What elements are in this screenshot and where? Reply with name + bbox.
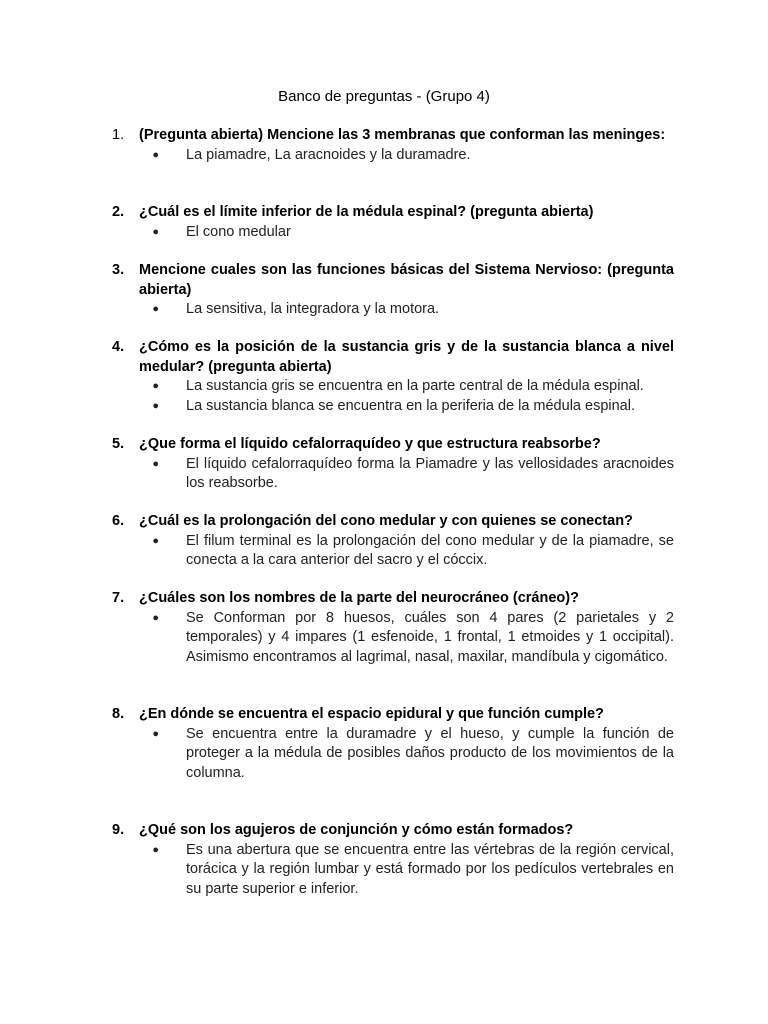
bullet-icon: ● (152, 148, 159, 161)
question-8 (112, 705, 674, 783)
list-item (112, 300, 674, 320)
answer-text: Se encuentra entre la duramadre y el hueso, y cumple la función de proteger a la médula de posibles daños producto de los movimientos de la columna. (186, 725, 674, 781)
question-number: 3. (112, 262, 125, 278)
answer-text: La piamadre, La aracnoides y la duramadre. (186, 146, 471, 163)
answer-text: El filum terminal es la prolongación del cono medular y de la piamadre, se conecta a la cara anterior del sacro y el cóccix. (186, 532, 674, 568)
question-text: ¿Que forma el líquido cefalorraquídeo y que estructura reabsorbe? (139, 436, 601, 452)
answer-text: Se Conforman por 8 huesos, cuáles son 4 pares (2 parietales y 2 temporales) y 4 impares (1 esfenoide, 1 frontal, 1 etmoides y 1 occipital). Asimismo encontramos al lagrimal, nasal, maxilar, mandíbula y cigomático. (186, 609, 674, 665)
answer-text: La sustancia blanca se encuentra en la periferia de la médula espinal. (186, 397, 635, 414)
list-item (112, 377, 674, 397)
answer-text: La sustancia gris se encuentra en la parte central de la médula espinal. (186, 378, 644, 394)
bullet-icon: ● (152, 399, 159, 412)
bullet-icon: ● (152, 457, 159, 470)
page-title: Banco de preguntas - (Grupo 4) (278, 88, 490, 105)
bullet-icon: ● (152, 303, 159, 315)
question-number: 5. (112, 436, 125, 452)
list-item (112, 146, 674, 166)
bullet-icon: ● (152, 534, 159, 547)
answer-text: La sensitiva, la integradora y la motora. (186, 301, 440, 317)
answer-list (112, 841, 674, 900)
answer-list (112, 223, 674, 243)
question-text: ¿Cuáles son los nombres de la parte del neurocráneo (cráneo)? (139, 590, 579, 606)
question-number: 9. (112, 822, 125, 838)
answer-list (112, 377, 674, 416)
answer-list (112, 146, 674, 166)
list-item (112, 841, 674, 900)
question-text: ¿Cómo es la posición de la sustancia gris y de la sustancia blanca a nivel medular? (pregunta abierta) (139, 339, 674, 375)
list-item (112, 532, 674, 571)
question-number: 1. (112, 127, 125, 143)
question-number: 8. (112, 706, 125, 722)
question-4 (112, 338, 674, 416)
question-number: 2. (112, 204, 125, 220)
question-5 (112, 435, 674, 494)
question-2 (112, 203, 674, 242)
bullet-icon: ● (152, 380, 159, 392)
question-9 (112, 821, 674, 899)
answer-list (112, 532, 674, 571)
question-text: ¿Qué son los agujeros de conjunción y cómo están formados? (139, 822, 574, 838)
list-item (112, 223, 674, 243)
answer-text: El cono medular (186, 223, 291, 240)
question-text: ¿Cuál es la prolongación del cono medular y con quienes se conectan? (139, 513, 633, 529)
question-7 (112, 589, 674, 667)
answer-list (112, 609, 674, 668)
question-text: Mencione cuales son las funciones básicas del Sistema Nervioso: (pregunta abierta) (139, 262, 674, 298)
answer-text: El líquido cefalorraquídeo forma la Piamadre y las vellosidades aracnoides los reabsorbe. (186, 455, 674, 491)
list-item (112, 609, 674, 668)
answer-list (112, 300, 674, 320)
bullet-icon: ● (152, 843, 159, 856)
list-item (112, 455, 674, 494)
question-number: 4. (112, 339, 125, 355)
question-number: 6. (112, 513, 125, 529)
answer-list (112, 455, 674, 494)
list-item (112, 397, 674, 417)
answer-list (112, 725, 674, 784)
list-item (112, 725, 674, 784)
bullet-icon: ● (152, 611, 159, 624)
question-3 (112, 261, 674, 320)
question-number: 7. (112, 590, 125, 606)
question-text: ¿Cuál es el límite inferior de la médula espinal? (pregunta abierta) (139, 204, 594, 220)
question-6 (112, 512, 674, 571)
question-text: ¿En dónde se encuentra el espacio epidural y que función cumple? (139, 706, 604, 722)
answer-text: Es una abertura que se encuentra entre las vértebras de la región cervical, torácica y la región lumbar y está formado por los pedículos vertebrales en su parte superior e inferior. (186, 841, 674, 897)
bullet-icon: ● (152, 727, 159, 740)
bullet-icon: ● (152, 225, 159, 238)
question-text: (Pregunta abierta) Mencione las 3 membranas que conforman las meninges: (139, 127, 666, 143)
question-1 (112, 126, 674, 165)
